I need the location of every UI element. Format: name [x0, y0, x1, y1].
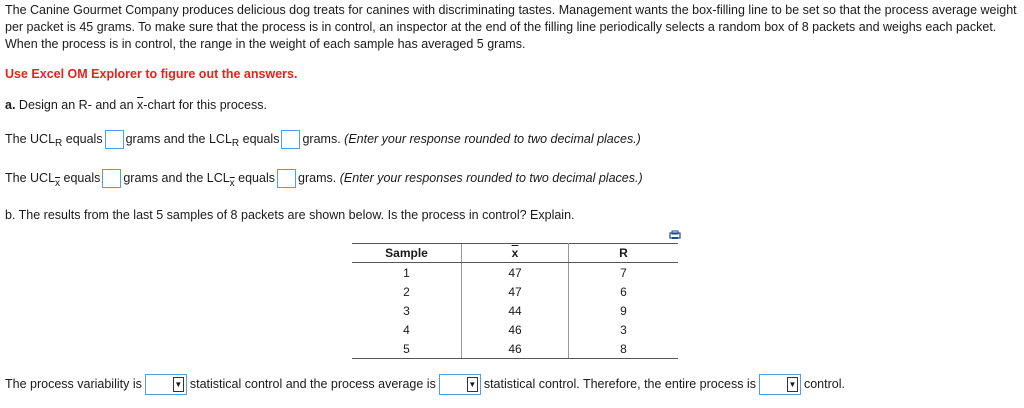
dropdown-arrow-icon: ▼ [173, 377, 184, 392]
table-row [352, 282, 678, 301]
instruction-text: Use Excel OM Explorer to figure out the answers. [5, 67, 298, 81]
xbar-cell: 47 [462, 282, 569, 301]
range-cell: 6 [620, 284, 627, 299]
sample-cell: 1 [403, 265, 410, 280]
problem-intro: The Canine Gourmet Company produces delicious dog treats for canines with discriminating tastes. Management wants the box-filling line to be set so that the process average weight per packet is 45 grams. To make sure that the process is in control, an inspector at the end of the filling line periodically selects a random box of 8 packets and weighs each packet. When the process is in control, the range in the weight of each sample has averaged 5 grams. [5, 3, 1017, 51]
dropdown-arrow-icon: ▼ [467, 377, 478, 392]
ucl-x-input[interactable] [102, 169, 121, 188]
ucl-r-sub: R [55, 137, 63, 149]
xbar-header: $\overline{x}$ [462, 244, 569, 263]
variability-text: The process variability is [5, 376, 142, 391]
sample-header: Sample [352, 244, 462, 263]
lcl-r-sub: R [231, 137, 240, 149]
equals-text: equals [242, 131, 280, 146]
control-text: control. [803, 376, 845, 391]
lcl-x-sub: x [229, 177, 235, 189]
lcl-x-label: grams and the LCL [123, 170, 230, 185]
dropdown-arrow-icon: ▼ [787, 377, 798, 392]
xbar-cell: 46 [462, 339, 569, 359]
print-icon[interactable] [669, 230, 681, 240]
table-row [352, 263, 678, 283]
table-row [352, 320, 678, 339]
part-a-label: a. [5, 98, 16, 112]
sample-cell: 4 [403, 322, 410, 337]
overall-dropdown[interactable] [759, 374, 801, 395]
ucl-x-label: The UCL [5, 170, 56, 185]
table-header-row [352, 244, 678, 263]
equals-text: equals [65, 131, 103, 146]
ucl-r-label: The UCL [5, 131, 56, 146]
x-chart-limits-line [5, 169, 643, 189]
rounding-hint: (Enter your responses rounded to two decimal places.) [339, 170, 643, 185]
range-cell: 8 [569, 339, 679, 359]
equals-text: equals [238, 170, 275, 185]
entire-process-text: statistical control. Therefore, the entire process is [483, 376, 756, 391]
grams-text: grams. [302, 131, 341, 146]
table-row [352, 301, 678, 320]
lcl-x-input[interactable] [277, 169, 296, 188]
range-cell: 3 [620, 322, 627, 337]
xbar-cell: 44 [462, 301, 569, 320]
r-chart-limits-line [5, 130, 641, 149]
xbar-cell: 46 [462, 320, 569, 339]
equals-text: equals [63, 170, 101, 185]
variability-dropdown[interactable] [145, 374, 187, 395]
lcl-r-label: grams and the LCL [125, 131, 232, 146]
sample-cell: 5 [352, 339, 462, 359]
conclusion-line [5, 374, 845, 395]
lcl-r-input[interactable] [281, 130, 300, 149]
ucl-x-sub: x [55, 177, 61, 189]
ucl-r-input[interactable] [105, 130, 124, 149]
xbar-cell: 47 [462, 263, 569, 283]
range-cell: 7 [620, 265, 627, 280]
part-b-heading: b. The results from the last 5 samples of 8 packets are shown below. Is the process in control? Explain. [5, 208, 575, 222]
table-row [352, 339, 678, 359]
sample-cell: 2 [403, 284, 410, 299]
rounding-hint: (Enter your response rounded to two decimal places.) [344, 131, 641, 146]
range-cell: 9 [620, 303, 627, 318]
grams-text: grams. [298, 170, 337, 185]
part-a-heading: a. Design an R- and an $\overline{x}$-chart for this process. [5, 98, 267, 112]
average-text: statistical control and the process average is [189, 376, 436, 391]
range-header: R [569, 244, 679, 263]
average-dropdown[interactable] [439, 374, 481, 395]
sample-cell: 3 [403, 303, 410, 318]
samples-table [352, 243, 678, 359]
